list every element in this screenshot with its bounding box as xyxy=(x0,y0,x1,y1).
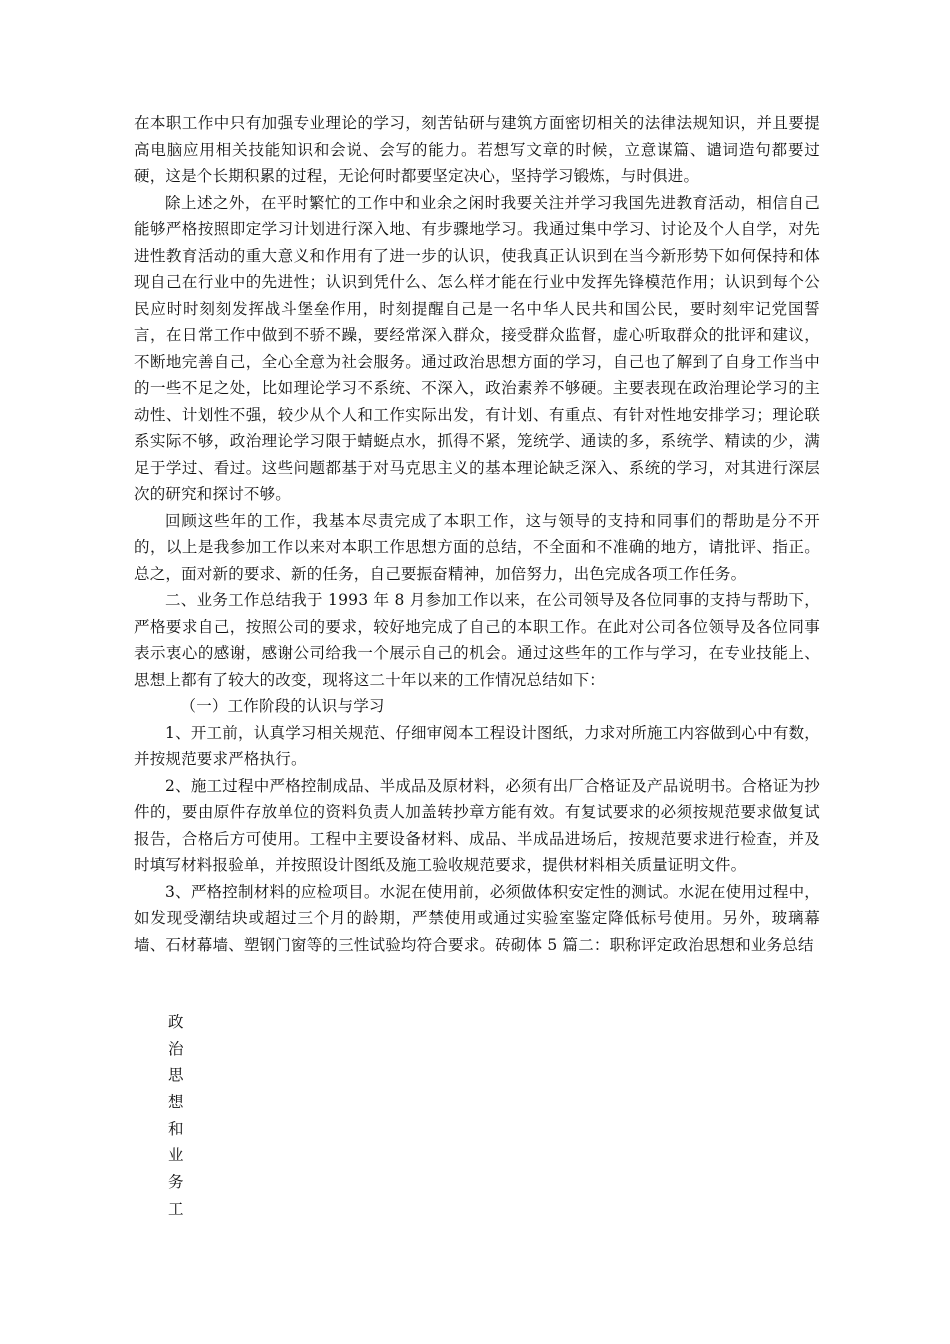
list-item-3: 3、严格控制材料的应检项目。水泥在使用前，必须做体积安定性的测试。水泥在使用过程中，如发现受潮结块或超过三个月的龄期，严禁使用或通过实验室鉴定降低标号使用。另外，玻璃幕墙、石材幕墙、塑钢门窗等的三性试验均符合要求。砖砌体 5 篇二：职称评定政治思想和业务总结 xyxy=(134,882,820,954)
paragraph-review: 回顾这些年的工作，我基本尽责完成了本职工作，这与领导的支持和同事们的帮助是分不开的，以上是我参加工作以来对本职工作思想方面的总结，不全面和不准确的地方，请批评、指正。总之，面对新的要求、新的任务，自己要振奋精神，加倍努力，出色完成各项工作任务。 xyxy=(134,511,820,583)
paragraph-advanced-education: 除上述之外，在平时繁忙的工作中和业余之闲时我要关注并学习我国先进教育活动，相信自己能够严格按照即定学习计划进行深入地、有步骤地学习。我通过集中学习、讨论及个人自学，对先进性教育活动的重大意义和作用有了进一步的认识，使我真正认识到在当今新形势下如何保持和体现自己在行业中的先进性；认识到凭什么、怎么样才能在行业中发挥先锋模范作用；认识到每个公民应时时刻刻发挥战斗堡垒作用，时刻提醒自己是一名中华人民共和国公民，要时刻牢记党国誓言，在日常工作中做到不骄不躁，要经常深入群众，接受群众监督，虚心听取群众的批评和建议，不断地完善自己，全心全意为社会服务。通过政治思想方面的学习，自己也了解到了自身工作当中的一些不足之处，比如理论学习不系统、不深入，政治素养不够硬。主要表现在政治理论学习的主动性、计划性不强，较少从个人和工作实际出发，有计划、有重点、有针对性地安排学习；理论联系实际不够，政治理论学习限于蜻蜓点水，抓得不紧，笼统学、通读的多，系统学、精读的少，满足于学过、看过。这些问题都基于对马克思主义的基本理论缺乏深入、系统的学习，对其进行深层次的研究和探讨不够。 xyxy=(134,193,820,503)
paragraph-study-continuation: 在本职工作中只有加强专业理论的学习，刻苦钻研与建筑方面密切相关的法律法规知识，并且要提高电脑应用相关技能知识和会说、会写的能力。若想写文章的时候，立意谋篇、谴词造句都要过硬，这是个长期积累的过程，无论何时都要坚定决心，坚持学习锻炼，与时俱进。 xyxy=(134,114,820,185)
vertical-char: 工 xyxy=(168,1199,184,1218)
vertical-char: 和 xyxy=(168,1119,184,1138)
vertical-char: 务 xyxy=(168,1173,184,1192)
vertical-char: 思 xyxy=(168,1066,184,1085)
vertical-char: 业 xyxy=(168,1146,184,1165)
vertical-char: 想 xyxy=(168,1093,184,1112)
vertical-char: 治 xyxy=(168,1039,184,1058)
paragraph-business-summary: 二、业务工作总结我于 1993 年 8 月参加工作以来，在公司领导及各位同事的支持与帮助下，严格要求自己，按照公司的要求，较好地完成了自己的本职工作。在此对公司各位领导及各位同事表示衷心的感谢，感谢公司给我一个展示自己的机会。通过这些年的工作与学习，在专业技能上、思想上都有了较大的改变，现将这二十年以来的工作情况总结如下： xyxy=(134,591,820,689)
vertical-char: 政 xyxy=(168,1013,184,1031)
list-item-1: 1、开工前，认真学习相关规范、仔细审阅本工程设计图纸，力求对所施工内容做到心中有数，并按规范要求严格执行。 xyxy=(134,723,820,768)
vertical-title xyxy=(168,1009,192,1223)
list-item-2: 2、施工过程中严格控制成品、半成品及原材料，必须有出厂合格证及产品说明书。合格证为抄件的，要由原件存放单位的资料负责人加盖转抄章方能有效。有复试要求的必须按规范要求做复试报告，合格后方可使用。工程中主要设备材料、成品、半成品进场后，按规范要求进行检查，并及时填写材料报验单，并按照设计图纸及施工验收规范要求，提供材料相关质量证明文件。 xyxy=(134,776,820,874)
body-text xyxy=(134,110,820,958)
section-heading: （一）工作阶段的认识与学习 xyxy=(180,697,385,715)
